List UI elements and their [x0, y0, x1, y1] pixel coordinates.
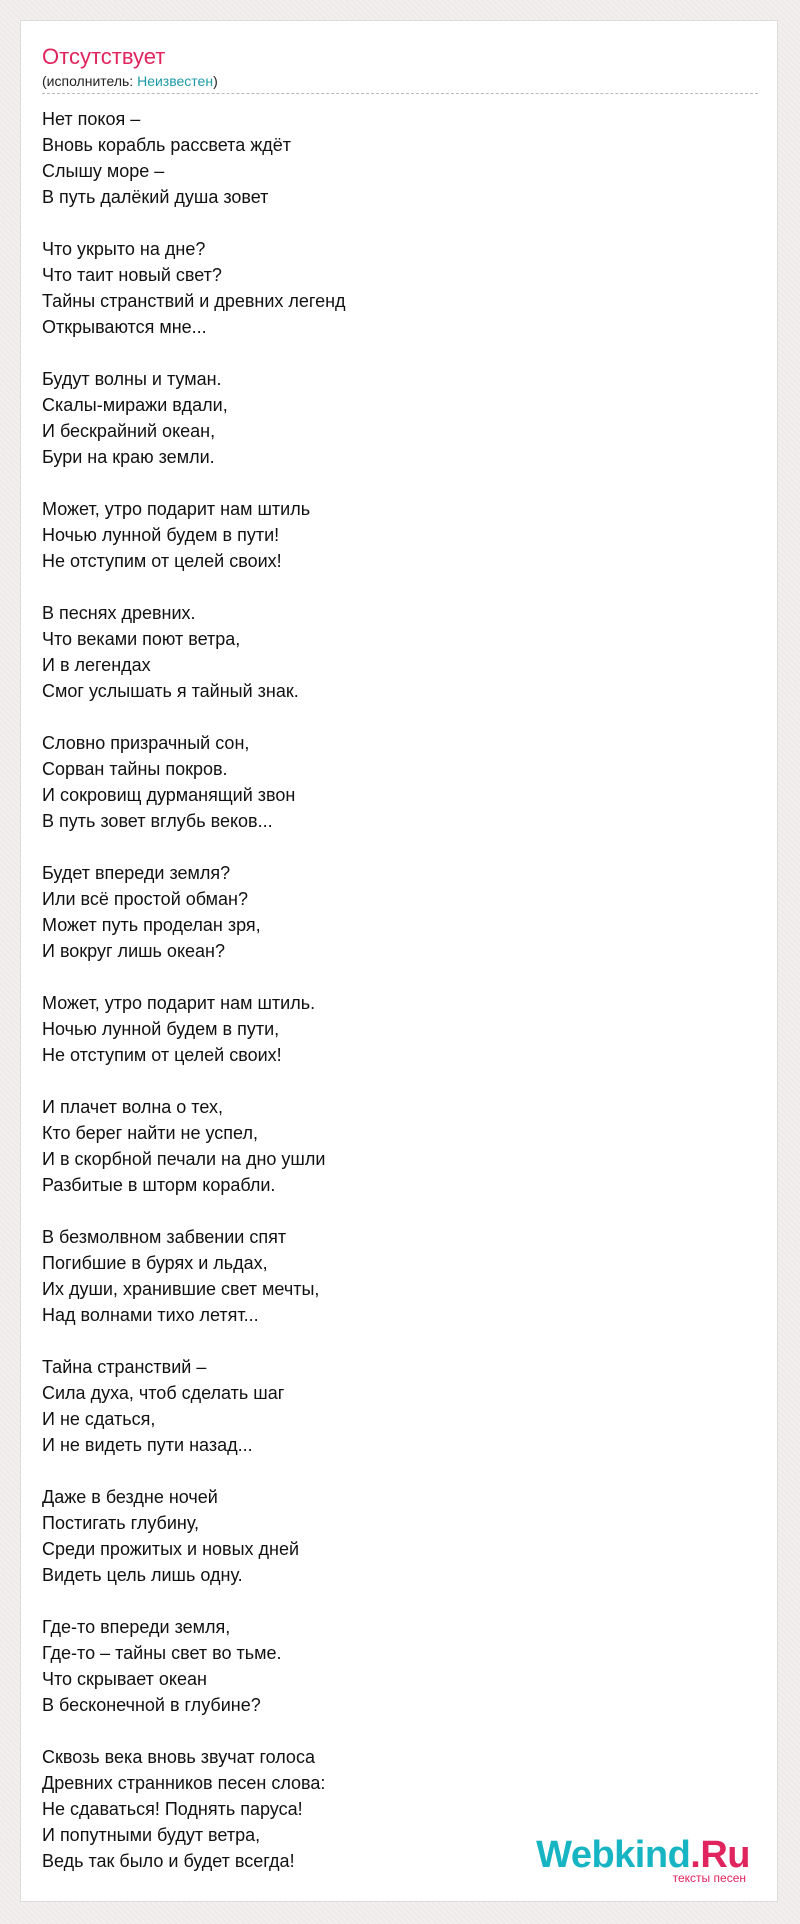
lyric-line: Ночью лунной будем в пути,: [42, 1019, 280, 1039]
lyric-line: Что веками поют ветра,: [42, 629, 241, 649]
lyric-line: Где-то – тайны свет во тьме.: [42, 1643, 282, 1663]
performer-prefix: (исполнитель:: [42, 73, 138, 89]
title-divider: [42, 93, 758, 94]
lyric-line: Бури на краю земли.: [42, 447, 215, 467]
lyric-line: Постигать глубину,: [42, 1513, 200, 1533]
logo-subtitle: тексты песен: [672, 1871, 746, 1885]
lyric-line: И бескрайний океан,: [42, 421, 216, 441]
lyric-line: Тайна странствий –: [42, 1357, 207, 1377]
lyric-line: Смог услышать я тайный знак.: [42, 681, 299, 701]
lyric-line: Сорван тайны покров.: [42, 759, 228, 779]
lyrics-stanza: [42, 1224, 742, 1328]
logo-tld: .Ru: [690, 1834, 750, 1876]
song-title: Отсутствует: [42, 44, 166, 69]
lyric-line: Среди прожитых и новых дней: [42, 1539, 300, 1559]
lyric-line: Не отступим от целей своих!: [42, 1045, 282, 1065]
site-logo[interactable]: [536, 1836, 750, 1884]
lyric-line: Может, утро подарит нам штиль.: [42, 993, 316, 1013]
lyric-line: И попутными будут ветра,: [42, 1825, 261, 1845]
lyric-line: Что таит новый свет?: [42, 265, 222, 285]
lyrics-stanza: [42, 1614, 742, 1718]
lyric-line: Вновь корабль рассвета ждёт: [42, 135, 292, 155]
lyric-line: Что укрыто на дне?: [42, 239, 206, 259]
lyric-line: Где-то впереди земля,: [42, 1617, 231, 1637]
lyric-line: Может, утро подарит нам штиль: [42, 499, 311, 519]
lyric-line: Словно призрачный сон,: [42, 733, 250, 753]
logo-wordmark: [536, 1836, 750, 1874]
lyric-line: Над волнами тихо летят...: [42, 1305, 259, 1325]
lyric-line: Тайны странствий и древних легенд: [42, 291, 346, 311]
lyric-line: Даже в бездне ночей: [42, 1487, 218, 1507]
lyric-line: И не сдаться,: [42, 1409, 156, 1429]
lyric-line: И вокруг лишь океан?: [42, 941, 225, 961]
lyric-line: Погибшие в бурях и льдах,: [42, 1253, 268, 1273]
lyrics-stanza: [42, 1094, 742, 1198]
lyrics-stanza: [42, 236, 742, 340]
lyric-line: И не видеть пути назад...: [42, 1435, 253, 1455]
lyric-line: Скалы-миражи вдали,: [42, 395, 228, 415]
lyric-line: В бесконечной в глубине?: [42, 1695, 261, 1715]
lyric-line: И в легендах: [42, 655, 151, 675]
lyric-line: Открываются мне...: [42, 317, 207, 337]
lyrics-stanza: [42, 600, 742, 704]
lyric-line: Что скрывает океан: [42, 1669, 207, 1689]
lyric-line: Кто берег найти не успел,: [42, 1123, 258, 1143]
lyric-line: Разбитые в шторм корабли.: [42, 1175, 276, 1195]
lyric-line: Не отступим от целей своих!: [42, 551, 282, 571]
lyrics-body: [42, 106, 742, 1900]
lyrics-stanza: [42, 730, 742, 834]
lyric-line: И сокровищ дурманящий звон: [42, 785, 296, 805]
logo-word: Webkind: [536, 1834, 691, 1876]
lyrics-stanza: [42, 496, 742, 574]
lyric-line: Древних странников песен слова:: [42, 1773, 326, 1793]
performer-line: [42, 73, 218, 90]
lyrics-stanza: [42, 366, 742, 470]
lyric-line: В путь далёкий душа зовет: [42, 187, 269, 207]
lyric-line: Будет впереди земля?: [42, 863, 231, 883]
lyric-line: Сила духа, чтоб сделать шаг: [42, 1383, 285, 1403]
lyric-line: Их души, хранившие свет мечты,: [42, 1279, 320, 1299]
lyric-line: В песнях древних.: [42, 603, 196, 623]
lyrics-stanza: [42, 990, 742, 1068]
lyric-line: Будут волны и туман.: [42, 369, 222, 389]
performer-suffix: ): [213, 73, 218, 89]
lyric-line: В безмолвном забвении спят: [42, 1227, 287, 1247]
lyrics-stanza: [42, 1484, 742, 1588]
lyric-line: Или всё простой обман?: [42, 889, 249, 909]
lyric-line: Ведь так было и будет всегда!: [42, 1851, 295, 1871]
lyric-line: Сквозь века вновь звучат голоса: [42, 1747, 315, 1767]
lyrics-stanza: [42, 1354, 742, 1458]
lyric-line: Слышу море –: [42, 161, 165, 181]
lyric-line: И плачет волна о тех,: [42, 1097, 223, 1117]
lyric-line: Не сдаваться! Поднять паруса!: [42, 1799, 303, 1819]
lyric-line: Нет покоя –: [42, 109, 141, 129]
lyrics-card: [20, 20, 778, 1902]
performer-link[interactable]: Неизвестен: [137, 73, 214, 89]
lyrics-stanza: [42, 106, 742, 210]
lyric-line: В путь зовет вглубь веков...: [42, 811, 273, 831]
lyric-line: И в скорбной печали на дно ушли: [42, 1149, 326, 1169]
lyric-line: Ночью лунной будем в пути!: [42, 525, 280, 545]
lyric-line: Видеть цель лишь одну.: [42, 1565, 243, 1585]
lyrics-stanza: [42, 860, 742, 964]
lyric-line: Может путь проделан зря,: [42, 915, 261, 935]
